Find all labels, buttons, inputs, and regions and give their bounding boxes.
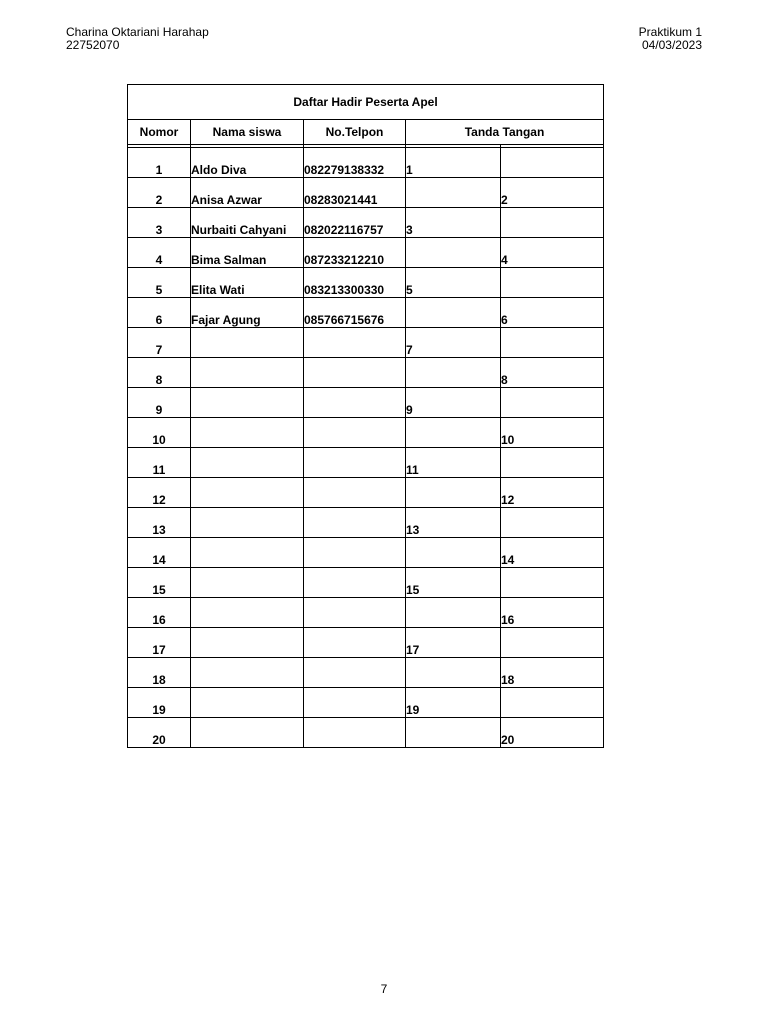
column-header-signature: Tanda Tangan <box>406 120 604 145</box>
table-header-row <box>128 120 604 145</box>
student-name <box>191 718 304 748</box>
phone-number: 083213300330 <box>304 268 406 298</box>
course-name: Praktikum 1 <box>638 25 702 39</box>
row-number: 9 <box>128 388 191 418</box>
column-header-phone: No.Telpon <box>304 120 406 145</box>
student-name: Elita Wati <box>191 268 304 298</box>
signature-right: 8 <box>501 358 604 388</box>
signature-right: 10 <box>501 418 604 448</box>
row-number: 15 <box>128 568 191 598</box>
row-number: 20 <box>128 718 191 748</box>
phone-number <box>304 328 406 358</box>
student-name: Bima Salman <box>191 238 304 268</box>
signature-left: 9 <box>406 388 501 418</box>
signature-left <box>406 298 501 328</box>
signature-right <box>501 328 604 358</box>
phone-number <box>304 658 406 688</box>
phone-number: 082279138332 <box>304 148 406 178</box>
student-name <box>191 328 304 358</box>
page-number: 7 <box>380 982 388 996</box>
phone-number <box>304 688 406 718</box>
header-right <box>639 26 702 52</box>
row-number: 10 <box>128 418 191 448</box>
student-name <box>191 598 304 628</box>
signature-left <box>406 478 501 508</box>
phone-number <box>304 448 406 478</box>
signature-right <box>501 628 604 658</box>
signature-right: 4 <box>501 238 604 268</box>
signature-right: 12 <box>501 478 604 508</box>
table-row <box>128 628 604 658</box>
student-name <box>191 508 304 538</box>
table-row <box>128 478 604 508</box>
signature-right <box>501 448 604 478</box>
signature-left <box>406 418 501 448</box>
signature-left: 17 <box>406 628 501 658</box>
phone-number: 08283021441 <box>304 178 406 208</box>
table-row <box>128 718 604 748</box>
student-name <box>191 568 304 598</box>
signature-left: 19 <box>406 688 501 718</box>
table-row <box>128 268 604 298</box>
table-row <box>128 328 604 358</box>
phone-number <box>304 598 406 628</box>
phone-number <box>304 358 406 388</box>
phone-number <box>304 418 406 448</box>
phone-number: 085766715676 <box>304 298 406 328</box>
column-header-number: Nomor <box>128 120 191 145</box>
row-number: 5 <box>128 268 191 298</box>
table-row <box>128 388 604 418</box>
signature-left: 5 <box>406 268 501 298</box>
signature-left <box>406 238 501 268</box>
phone-number <box>304 718 406 748</box>
student-name <box>191 358 304 388</box>
table-row <box>128 148 604 178</box>
signature-right <box>501 268 604 298</box>
table-row <box>128 598 604 628</box>
row-number: 11 <box>128 448 191 478</box>
signature-right <box>501 148 604 178</box>
student-id: 22752070 <box>66 38 120 52</box>
row-number: 19 <box>128 688 191 718</box>
row-number: 17 <box>128 628 191 658</box>
student-name: Anisa Azwar <box>191 178 304 208</box>
signature-right: 6 <box>501 298 604 328</box>
signature-right <box>501 388 604 418</box>
row-number: 14 <box>128 538 191 568</box>
signature-right: 16 <box>501 598 604 628</box>
signature-right: 14 <box>501 538 604 568</box>
signature-left <box>406 658 501 688</box>
signature-right <box>501 508 604 538</box>
phone-number: 087233212210 <box>304 238 406 268</box>
student-name <box>191 688 304 718</box>
student-name <box>191 388 304 418</box>
signature-left: 3 <box>406 208 501 238</box>
student-name <box>191 418 304 448</box>
signature-left: 7 <box>406 328 501 358</box>
row-number: 16 <box>128 598 191 628</box>
signature-left <box>406 178 501 208</box>
row-number: 2 <box>128 178 191 208</box>
signature-right <box>501 688 604 718</box>
table-row <box>128 508 604 538</box>
table-row <box>128 238 604 268</box>
table-row <box>128 298 604 328</box>
header-left <box>66 26 209 52</box>
table-row <box>128 568 604 598</box>
table-row <box>128 688 604 718</box>
table-row <box>128 418 604 448</box>
signature-right <box>501 208 604 238</box>
phone-number <box>304 388 406 418</box>
table-row <box>128 358 604 388</box>
table-row <box>128 658 604 688</box>
table-title-row <box>128 85 604 120</box>
table-row <box>128 208 604 238</box>
row-number: 8 <box>128 358 191 388</box>
signature-left: 15 <box>406 568 501 598</box>
signature-left: 1 <box>406 148 501 178</box>
row-number: 12 <box>128 478 191 508</box>
phone-number <box>304 538 406 568</box>
phone-number: 082022116757 <box>304 208 406 238</box>
signature-right: 18 <box>501 658 604 688</box>
attendance-table <box>127 84 604 748</box>
table-row <box>128 448 604 478</box>
student-name: Aldo Diva <box>191 148 304 178</box>
student-name <box>191 628 304 658</box>
table-row <box>128 538 604 568</box>
row-number: 4 <box>128 238 191 268</box>
signature-left <box>406 538 501 568</box>
student-name <box>191 448 304 478</box>
signature-right: 20 <box>501 718 604 748</box>
row-number: 1 <box>128 148 191 178</box>
table-row <box>128 178 604 208</box>
student-name <box>191 478 304 508</box>
row-number: 3 <box>128 208 191 238</box>
signature-right <box>501 568 604 598</box>
row-number: 18 <box>128 658 191 688</box>
column-header-name: Nama siswa <box>191 120 304 145</box>
phone-number <box>304 508 406 538</box>
signature-left: 11 <box>406 448 501 478</box>
signature-left <box>406 598 501 628</box>
student-name: Fajar Agung <box>191 298 304 328</box>
row-number: 7 <box>128 328 191 358</box>
phone-number <box>304 628 406 658</box>
phone-number <box>304 478 406 508</box>
phone-number <box>304 568 406 598</box>
row-number: 6 <box>128 298 191 328</box>
student-name: Nurbaiti Cahyani <box>191 208 304 238</box>
document-date: 04/03/2023 <box>641 38 702 52</box>
signature-left <box>406 358 501 388</box>
student-name <box>191 658 304 688</box>
row-number: 13 <box>128 508 191 538</box>
student-name <box>191 538 304 568</box>
signature-left <box>406 718 501 748</box>
author-name: Charina Oktariani Harahap <box>66 25 209 39</box>
signature-right: 2 <box>501 178 604 208</box>
table-title: Daftar Hadir Peserta Apel <box>128 85 604 120</box>
signature-left: 13 <box>406 508 501 538</box>
